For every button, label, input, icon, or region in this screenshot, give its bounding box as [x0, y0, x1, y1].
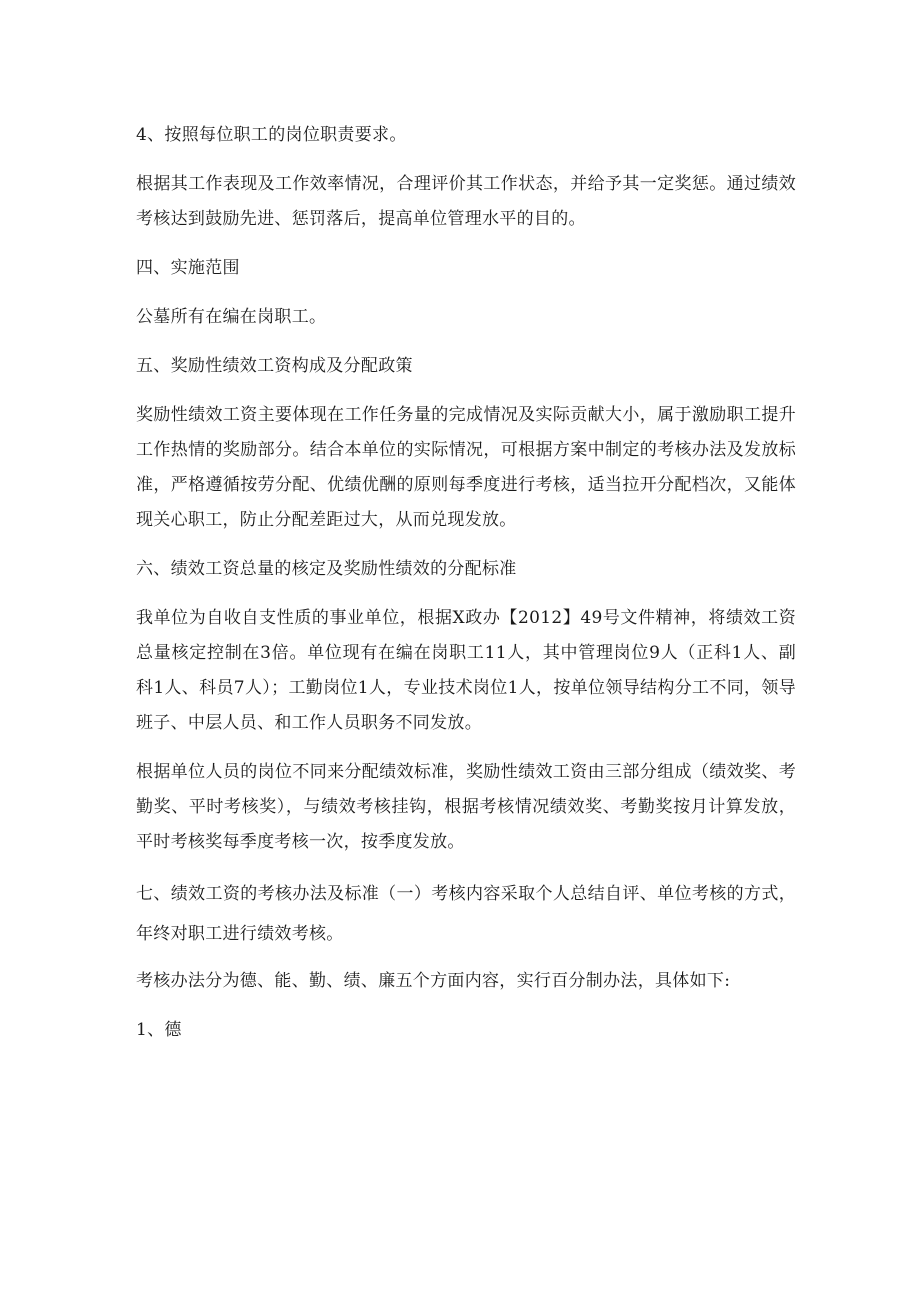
section-heading-standard: 六、绩效工资总量的核定及奖励性绩效的分配标准: [136, 559, 517, 579]
paragraph-method: 考核办法分为德、能、勤、绩、廉五个方面内容，实行百分制办法，具体如下:: [136, 971, 731, 991]
paragraph-item-requirement: 4、按照每位职工的岗位职责要求。: [136, 125, 407, 145]
list-item-virtue: 1、德: [136, 1020, 182, 1040]
paragraph-composition: 奖励性绩效工资主要体现在工作任务量的完成情况及实际贡献大小，属于激励职工提升工作热情的奖励部分。结合本单位的实际情况，可根据方案中制定的考核办法及发放标准，严格遵循按劳分配、优绩优酬的原则每季度进行考核，适当拉开分配档次，又能体现关心职工，防止分配差距过大，从而兑现发放。: [136, 405, 796, 530]
paragraph-scope: 公墓所有在编在岗职工。: [136, 307, 327, 327]
paragraph-standard: 我单位为自收自支性质的事业单位，根据X政办【2012】49号文件精神，将绩效工资总量核定控制在3倍。单位现有在编在岗职工11人，其中管理岗位9人（正科1人、副科1人、科员7人）；工勤岗位1人，专业技术岗位1人，按单位领导结构分工不同，领导班子、中层人员、和工作人员职务不同发放。: [136, 608, 796, 733]
paragraph-evaluation-purpose: 根据其工作表现及工作效率情况，合理评价其工作状态，并给予其一定奖惩。通过绩效考核达到鼓励先进、惩罚落后，提高单位管理水平的目的。: [136, 174, 796, 229]
section-heading-composition: 五、奖励性绩效工资构成及分配政策: [136, 356, 413, 376]
document-body: [136, 118, 796, 1062]
paragraph-distribution: 根据单位人员的岗位不同来分配绩效标准，奖励性绩效工资由三部分组成（绩效奖、考勤奖、平时考核奖），与绩效考核挂钩，根据考核情况绩效奖、考勤奖按月计算发放，平时考核奖每季度考核一次，按季度发放。: [136, 762, 796, 852]
section-heading-method: 七、绩效工资的考核办法及标准（一）考核内容采取个人总结自评、单位考核的方式，年终对职工进行绩效考核。: [136, 884, 796, 944]
section-heading-scope: 四、实施范围: [136, 258, 240, 278]
